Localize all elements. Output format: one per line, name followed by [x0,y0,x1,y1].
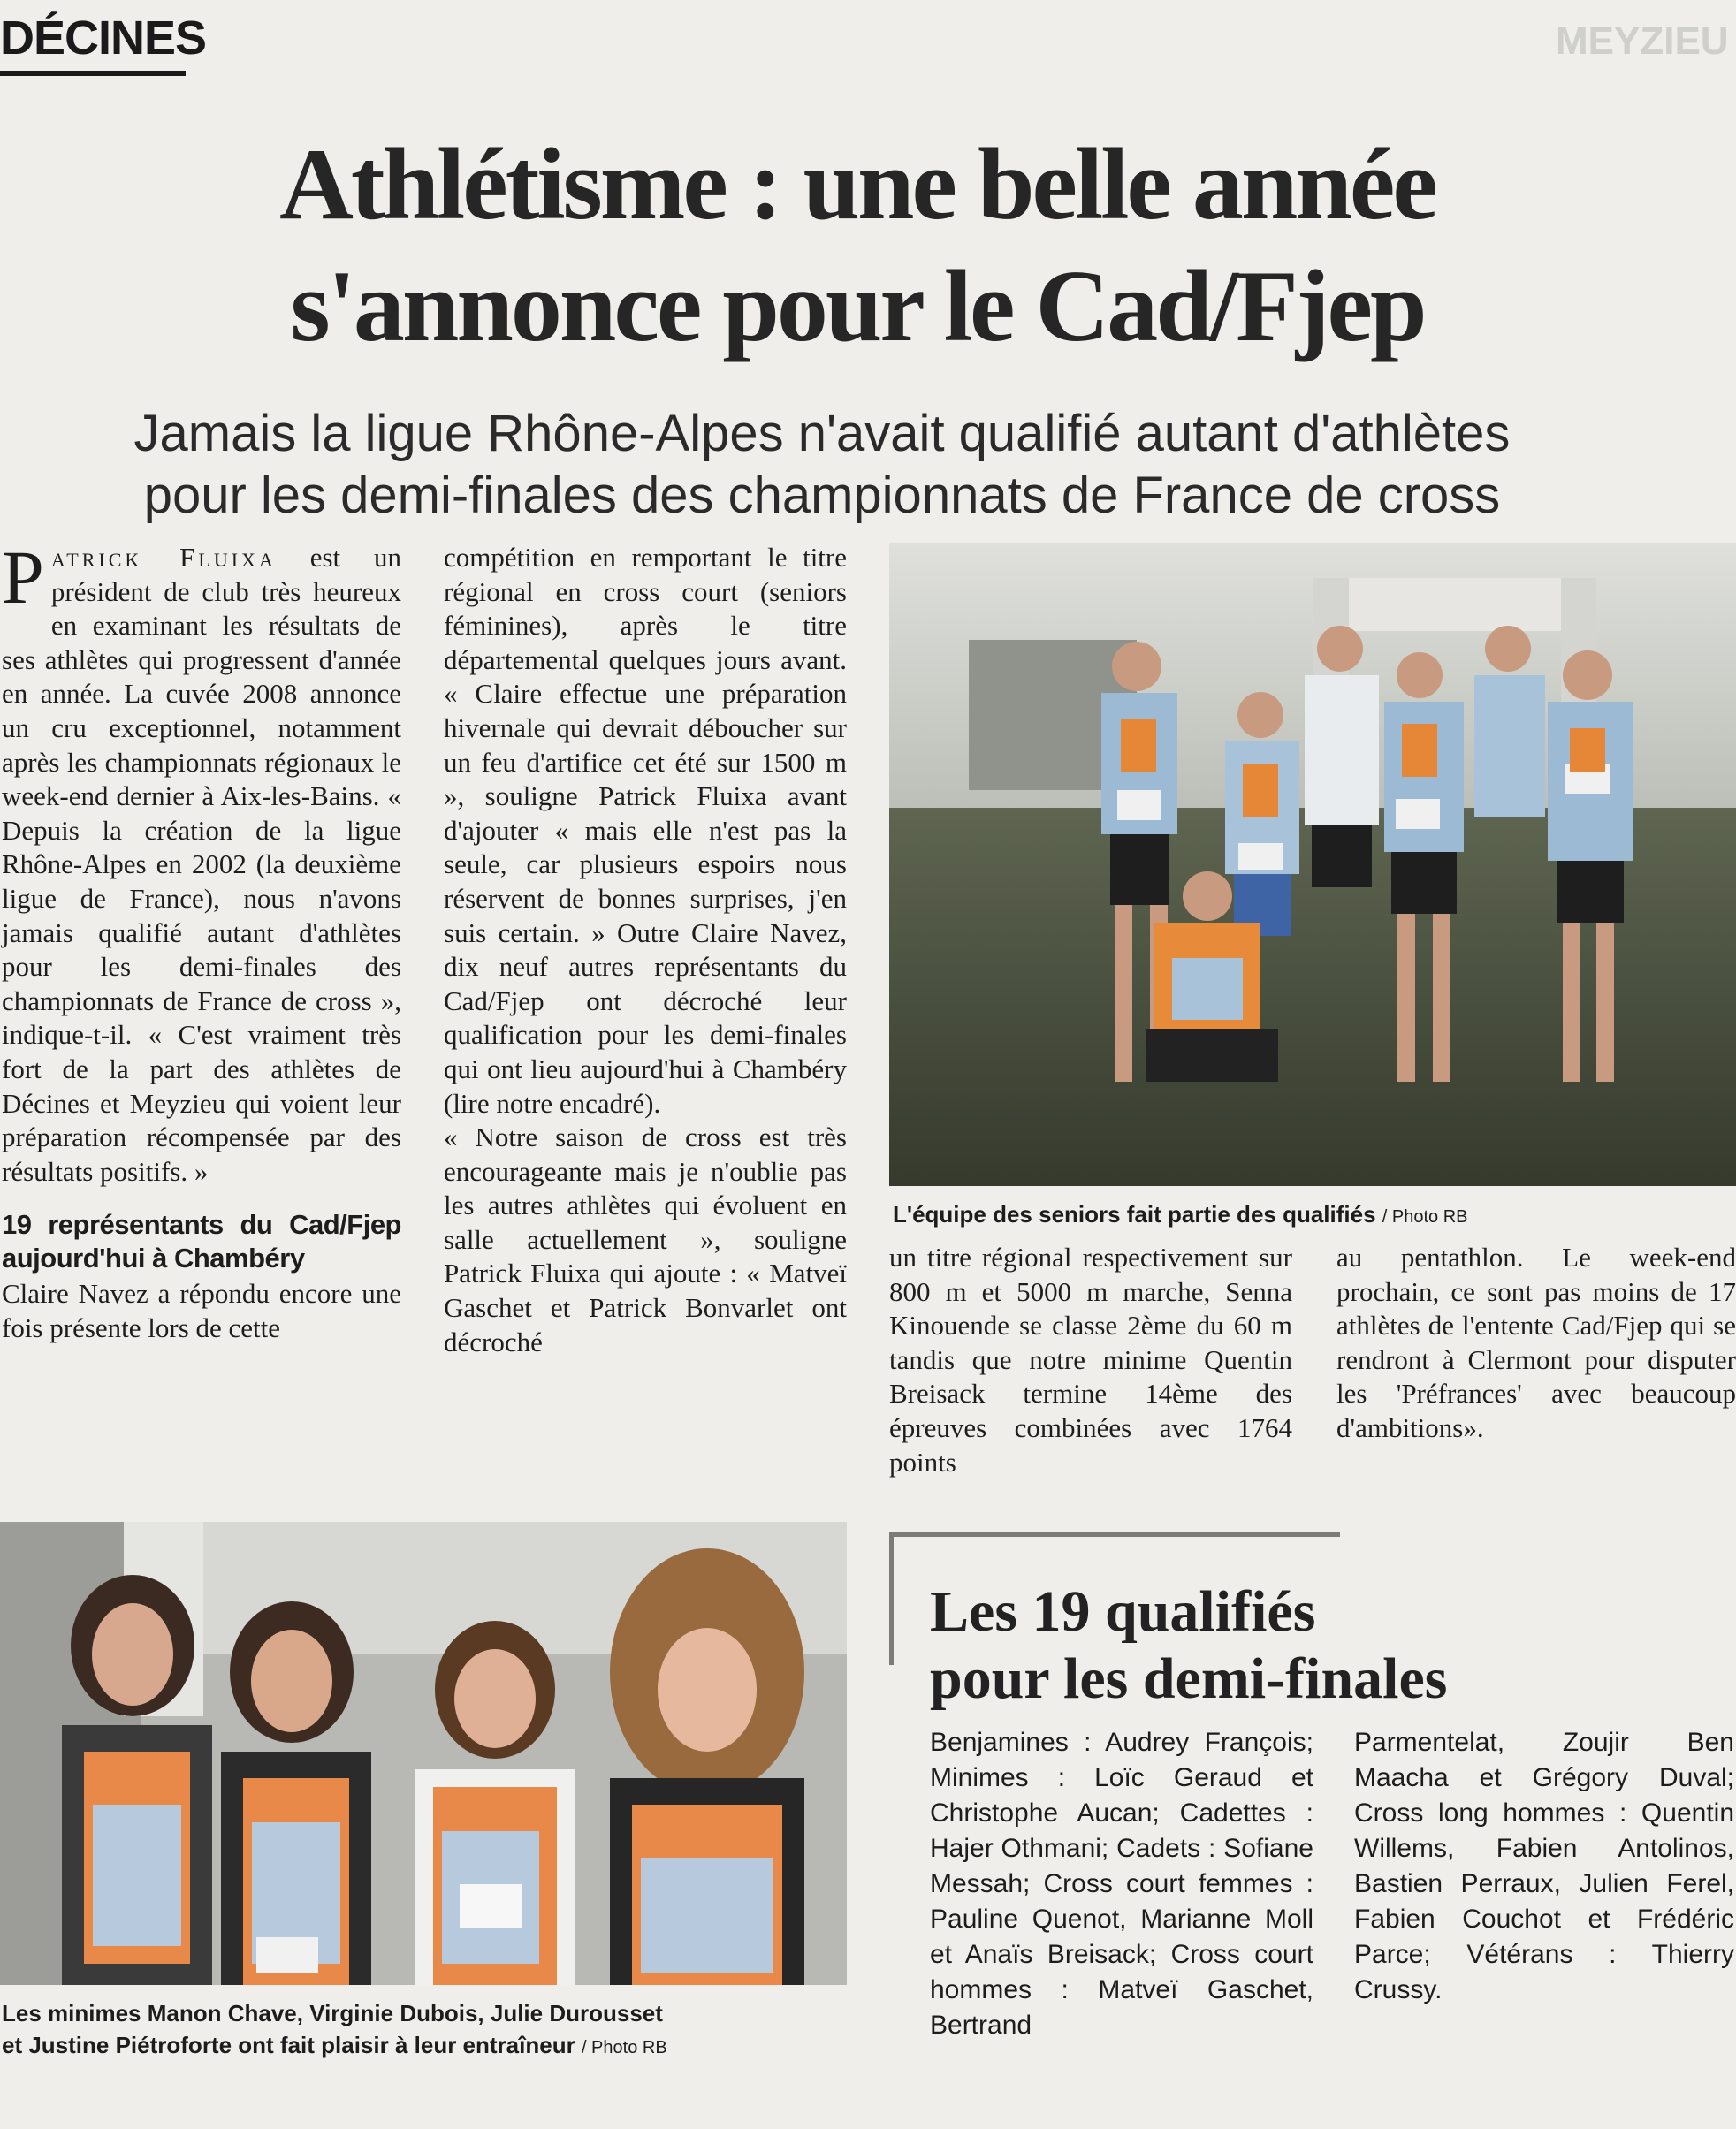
seniors-photo-credit: / Photo RB [1382,1207,1468,1227]
minimes-photo-caption [2,1997,850,2064]
seniors-photo-caption [893,1198,1732,1233]
article-text-col3: un titre régional respectivement sur 800 m et 5000 m marche, Senna Kinouende se classe 2ème du 60 m tandis que notre minime Quentin Breisack termine 14ème des épreuves combinées avec 1764 points [889,1242,1292,1478]
article-text-col1: est un président de club très heureux en examinant les résultats de ses athlètes qui progressent d'année en année. La cuvée 2008 annonce un cru exceptionnel, notamment après les championnats régionaux le week-end dernier à Aix-les-Bains. « Depuis la création de la ligue Rhône-Alpes en 2002 (la deuxième ligue de France), nous n'avons jamais qualifié autant d'athlètes pour les demi-finales des championnats de France de cross », indique-t-il. « C'est vraiment très fort de la part des athlètes de Décines et Meyzieu qui voient leur préparation récompensée par des résultats positifs. » [2,542,402,1187]
intertitle: 19 représentants du Cad/Fjep aujourd'hui à Chambéry [2,1209,401,1274]
minimes-photo-illustration [0,1522,847,1985]
article-column-4 [1336,1241,1736,1446]
headline-line-2: s'annonce pour le Cad/Fjep [290,250,1425,363]
drop-cap: P [2,535,44,620]
minimes-team-photo [0,1522,847,1985]
article-column-1 [2,535,402,1345]
qualifies-box-column-1 [930,1725,1313,2043]
headline-line-1: Athlétisme : une belle année [279,128,1435,241]
article-column-3 [889,1241,1292,1479]
subhead-line-1: Jamais la ligue Rhône-Alpes n'avait qualifié autant d'athlètes [133,405,1511,462]
article-text-col2-b: « Notre saison de cross est très encourageante mais je n'oublie pas les autres athlètes qui évoluent en salle actuellement », souligne Patrick Fluixa qui ajoute : « Matveï Gaschet et Patrick Bonvarlet ont décroché [444,1122,847,1357]
seniors-caption-text: L'équipe des seniors fait partie des qualifiés [893,1201,1376,1228]
qualifies-box-title [930,1578,1708,1713]
headline [35,124,1679,368]
seniors-photo-illustration [889,543,1736,1186]
subhead-line-2: pour les demi-finales des championnats de France de cross [143,467,1501,524]
author-name: atrick Fluixa [50,542,277,573]
minimes-photo-credit: / Photo RB [581,2038,667,2057]
subheadline [53,403,1591,527]
qualifies-list-part-1: Benjamines : Audrey François; Minimes : Loïc Geraud et Christophe Aucan; Cadettes : Hajer Othmani; Cadets : Sofiane Messah; Cross court femmes : Pauline Quenot, Marianne Moll et Anaïs Breisack; Cross court hommes : Matveï Gaschet, Bertrand [930,1728,1313,2040]
qualifies-list-part-2: Parmentelat, Zoujir Ben Maacha et Grégory Duval; Cross long hommes : Quentin Willems, Fabien Antolinos, Bastien Perraux, Julien Ferel, Fabien Couchot et Frédéric Parce; Vétérans : Thierry Crussy. [1354,1728,1734,2004]
box-title-line-2: pour les demi-finales [930,1646,1448,1711]
article-text-col1-end: Claire Navez a répondu encore une fois présente lors de cette [2,1278,401,1343]
section-label: DÉCINES [0,11,207,65]
box-title-line-1: Les 19 qualifiés [930,1579,1316,1644]
article-column-2 [444,541,847,1359]
minimes-caption-line-2: et Justine Piétroforte ont fait plaisir à leur entraîneur [2,2032,575,2058]
article-text-col4: au pentathlon. Le week-end prochain, ce sont pas moins de 17 athlètes de l'entente Cad/Fjep qui se rendront à Clermont pour disputer les 'Préfrances' avec beaucoup d'ambitions». [1336,1242,1736,1443]
minimes-caption-line-1: Les minimes Manon Chave, Virginie Dubois, Julie Durousset [2,2000,663,2026]
qualifies-box-border-top [889,1532,1340,1537]
section-rule [0,71,186,76]
article-text-col2: compétition en remportant le titre régional en cross court (seniors féminines), après le titre départemental quelques jours avant. « Claire effectue une préparation hivernale qui devrait déboucher sur un feu d'artifice cet été sur 1500 m », souligne Patrick Fluixa avant d'ajouter « mais elle n'est pas la seule, car plusieurs espoirs nous réservent de bonnes surprises, j'en suis certain. » Outre Claire Navez, dix neuf autres représentants du Cad/Fjep ont décroché leur qualification pour les demi-finales qui ont lieu aujourd'hui à Chambéry (lire notre encadré). [444,542,847,1119]
neighbor-section-label: MEYZIEU [1556,19,1729,63]
seniors-team-photo [889,543,1736,1186]
qualifies-box-column-2 [1354,1725,1734,2008]
qualifies-box-border-left [889,1532,894,1665]
